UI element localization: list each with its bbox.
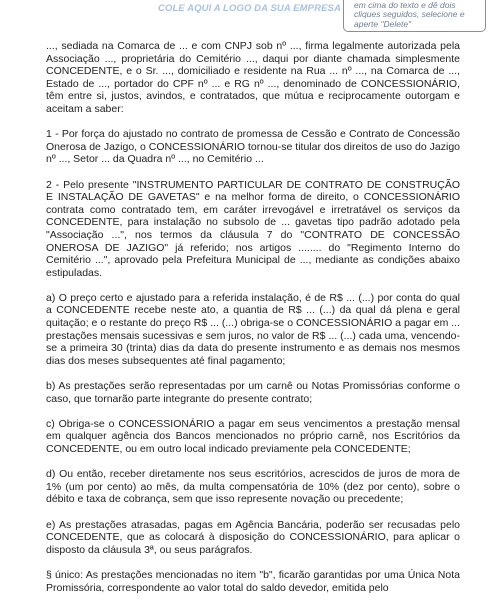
paragraph-item-e: e) As prestações atrasadas, pagas em Agência Bancária, poderão ser recusadas pelo CONCEDENTE, que as colocará à disposição do CONCESSIONÁRIO, para aplicar o disposto da cláusula 3ª, ou seus parágrafos.	[46, 518, 460, 556]
contract-body	[46, 40, 460, 607]
paragraph-item-c: c) Obriga-se o CONCESSIONÁRIO a pagar em seus vencimentos a prestação mensal em qualquer agência dos Bancos mencionados no próprio carnê, nos Escritórios da CONCEDENTE, ou em outro local indicado previamente pela CONCEDENTE;	[46, 417, 460, 455]
paragraph-parties: ..., sediada na Comarca de ... e com CNPJ sob nº ..., firma legalmente autorizada pela Associação ..., proprietária do Cemitério ..., daqui por diante chamada simplesmente CONCEDENTE, e o Sr. ..., domiciliado e residente na Rua ... nº ..., na Comarca de ..., Estado de ..., portador do CPF nº ... e RG nº ..., denominado de CONCESSIONÁRIO, têm entre si, justos, avindos, e contratados, que mútua e reciprocamente outorgam e aceitam a saber:	[46, 40, 460, 115]
instruction-note: em cima do texto e dê dois cliques seguidos, selecione e aperte "Delete"	[343, 0, 486, 32]
paragraph-clause-1: 1 - Por força do ajustado no contrato de promessa de Cessão e Contrato de Concessão Onerosa de Jazigo, o CONCESSIONÁRIO tornou-se titular dos direitos de uso do Jazigo nº ..., Setor ... da Quadra nº ..., no Cemitério ...	[46, 128, 460, 166]
paragraph-clause-2: 2 - Pelo presente "INSTRUMENTO PARTICULAR DE CONTRATO DE CONSTRUÇÃO E INSTALAÇÃO DE GAVETAS" e na melhor forma de direito, o CONCESSIONÁRIO contrata como contratado tem, em caráter irrevogável e irretratável os serviços da CONCEDENTE, para instalação no subsolo de ... gavetas tipo padrão adotado pela "Associação ...", nos termos da cláusula 7 do "CONTRATO DE CONCESSÃO ONEROSA DE JAZIGO" já referido; nos artigos ........ do "Regimento Interno do Cemitério ...", aprovado pela Prefeitura Municipal de ..., mediante as condições abaixo estipuladas.	[46, 178, 460, 279]
paragraph-item-d: d) Ou então, receber diretamente nos seus escritórios, acrescidos de juros de mora de 1% (um por cento) ao mês, da multa compensatória de 10% (dez por cento), sobre o débito e taxa de cobrança, sem que isso represente novação ou precedente;	[46, 468, 460, 506]
paragraph-item-b: b) As prestações serão representadas por um carnê ou Notas Promissórias conforme o caso, que tornarão parte integrante do presente contrato;	[46, 380, 460, 405]
paragraph-sole-paragraph: § único: As prestações mencionadas no item "b", ficarão garantidas por uma Única Nota Promissória, correspondente ao valor total do saldo devedor, emitida pelo	[46, 568, 460, 594]
paragraph-item-a: a) O preço certo e ajustado para a referida instalação, é de R$ ... (...) por conta do qual a CONCEDENTE recebe neste ato, a quantia de R$ ... (...) da qual dá plena e geral quitação; e o restante do preço R$ ... (...) obriga-se o CONCESSIONÁRIO a pagar em ... prestações mensais sucessivas e sem juros, no valor de R$ ... (...) cada uma, vencendo-se a primeira 30 (trinta) dias da data do presente instrumento e as demais nos mesmos dias dos meses subsequentes até final pagamento;	[46, 291, 460, 367]
logo-placeholder: COLE AQUI A LOGO DA SUA EMPRESA	[158, 3, 341, 14]
